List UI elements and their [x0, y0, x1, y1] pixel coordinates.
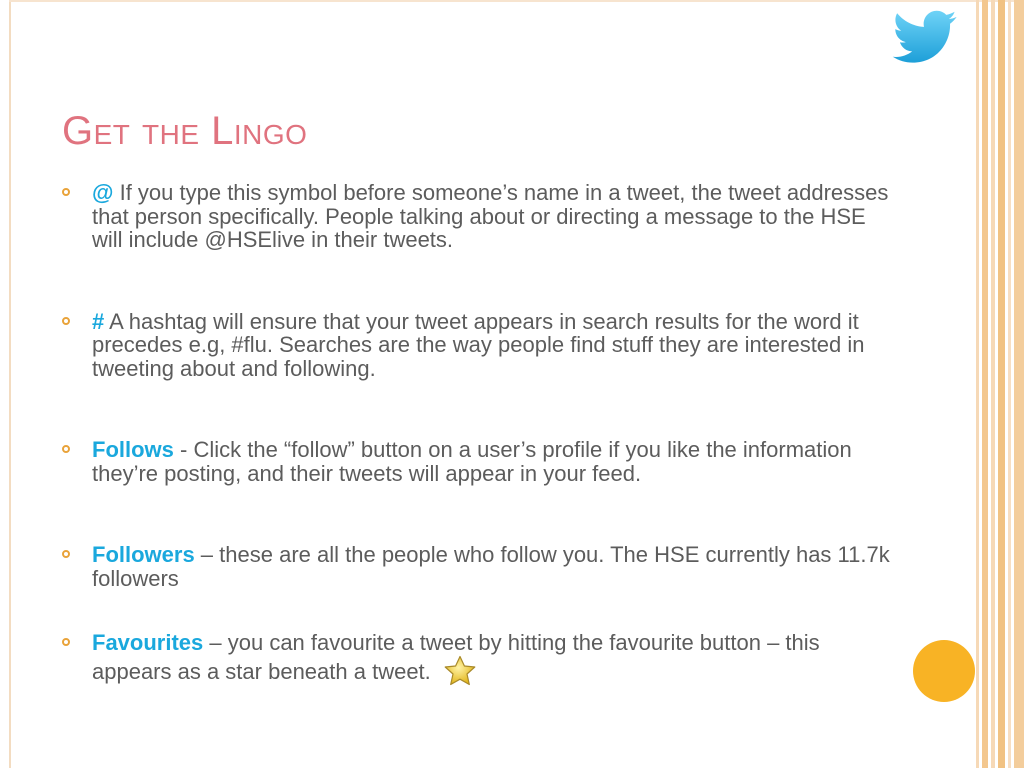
- accent-circle: [913, 640, 975, 702]
- list-item: [62, 310, 902, 381]
- term-separator: –: [194, 542, 220, 567]
- term-favourites: Favourites: [92, 630, 204, 655]
- item-text: you can favourite a tweet by hitting the favourite button – this appears as a star beneath a tweet.: [92, 630, 820, 684]
- term-separator: -: [173, 437, 194, 462]
- bullet-icon: [62, 317, 70, 325]
- item-text: If you type this symbol before someone’s name in a tweet, the tweet addresses that person specifically. People talking about or directing a message to the HSE will include @HSElive in their tweets.: [92, 180, 889, 252]
- bullet-icon: [62, 445, 70, 453]
- list-item: [62, 543, 902, 590]
- item-text: these are all the people who follow you. The HSE currently has 11.7k followers: [92, 542, 890, 591]
- star-icon: [443, 655, 477, 687]
- term-followers: Followers: [92, 542, 195, 567]
- decorative-stripes: [976, 0, 1024, 768]
- list-item: [62, 181, 902, 252]
- bullet-icon: [62, 188, 70, 196]
- list-item: [62, 438, 902, 485]
- frame-left-line: [9, 0, 11, 768]
- item-text: Click the “follow” button on a user’s profile if you like the information they’re posting, and their tweets will appear in your feed.: [92, 437, 852, 486]
- term-hashtag: #: [92, 308, 105, 334]
- term-at: @: [92, 180, 114, 205]
- frame-top-line: [9, 0, 1024, 2]
- term-follows: Follows: [92, 437, 174, 462]
- term-separator: –: [203, 630, 228, 655]
- item-text: A hashtag will ensure that your tweet appears in search results for the word it precedes e.g, #flu. Searches are the way people find stuff they are interested in tweeting about and following.: [92, 308, 865, 381]
- bullet-icon: [62, 638, 70, 646]
- slide-title: Get the Lingo: [62, 109, 308, 153]
- lingo-list: [62, 181, 902, 745]
- bullet-icon: [62, 550, 70, 558]
- list-item: [62, 631, 902, 687]
- twitter-bird-icon: [890, 10, 964, 66]
